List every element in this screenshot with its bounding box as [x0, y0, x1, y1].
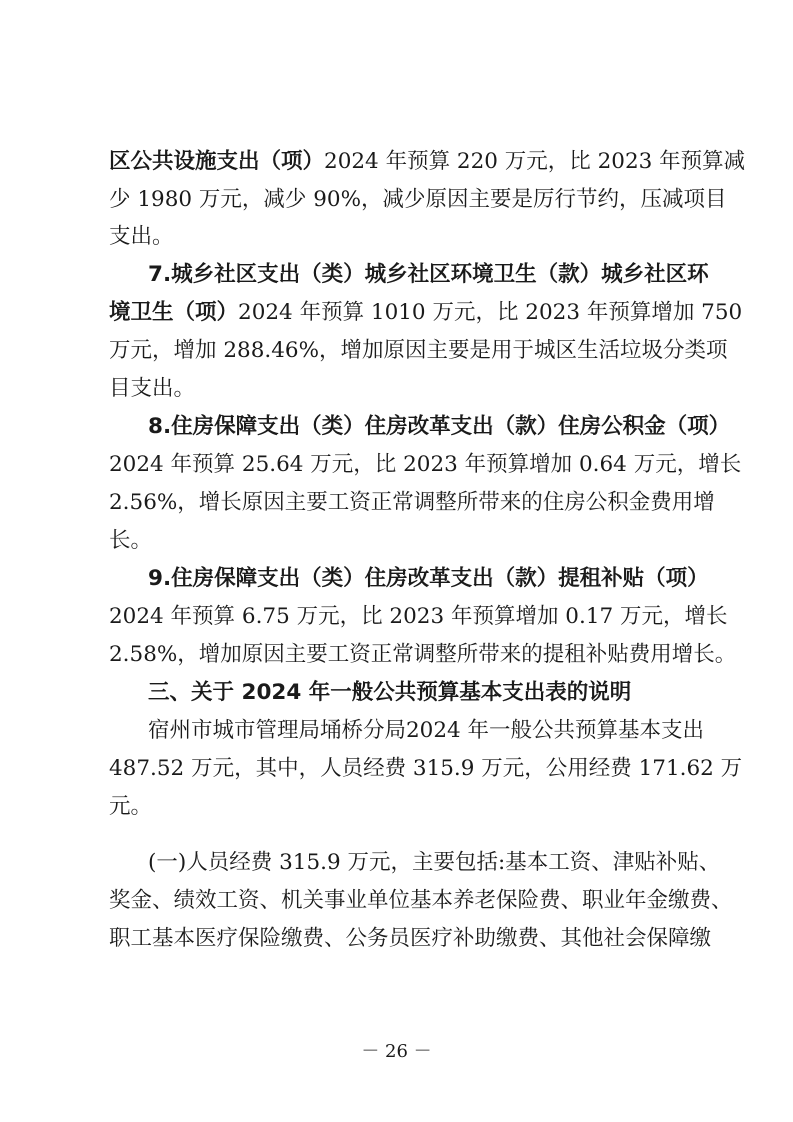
item-9-heading	[148, 561, 709, 597]
text-line-14	[109, 637, 737, 673]
line-text: 少 1980 万元，减少 90%，减少原因主要是厉行节约，压减项目	[109, 187, 727, 212]
item-heading: 9.住房保障支出（类）住房改革支出（款）提租补贴（项）	[148, 566, 709, 591]
text-line-11	[109, 523, 699, 559]
line-text: 元。	[109, 794, 153, 819]
line-text: (一)人员经费 315.9 万元，主要包括:基本工资、津贴补贴、	[148, 850, 721, 875]
line-text: 2.56%，增长原因主要工资正常调整所带来的住房公积金费用增	[109, 490, 715, 515]
item-heading: 8.住房保障支出（类）住房改革支出（款）住房公积金（项）	[148, 414, 731, 439]
item-8-heading	[148, 409, 731, 445]
text-line-13	[109, 599, 728, 635]
line-text: 2024 年预算 6.75 万元，比 2023 年预算增加 0.17 万元，增长	[109, 604, 728, 629]
section-heading: 三、关于 2024 年一般公共预算基本支出表的说明	[148, 680, 632, 705]
text-line-1	[109, 144, 746, 180]
text-line-18	[109, 789, 699, 825]
text-line-7	[109, 371, 699, 407]
line-text: 487.52 万元，其中，人员经费 315.9 万元，公用经费 171.62 万	[109, 756, 743, 781]
line-text: 万元，增加 288.46%，增加原因主要是用于城区生活垃圾分类项	[109, 338, 728, 363]
line-text: 目支出。	[109, 376, 196, 401]
item-7-heading	[148, 257, 709, 293]
line-text: 2024 年预算 1010 万元，比 2023 年预算增加 750	[238, 300, 743, 325]
text-line-5	[109, 295, 743, 331]
text-line-21	[109, 921, 712, 957]
item-heading-fragment: 区公共设施支出（项）	[109, 149, 325, 174]
text-line-17	[109, 751, 743, 787]
line-text: 2.58%，增加原因主要工资正常调整所带来的提租补贴费用增长。	[109, 642, 737, 667]
text-line-2	[109, 182, 727, 218]
text-line-19	[148, 845, 721, 881]
line-text: 长。	[109, 528, 153, 553]
text-line-16	[148, 713, 705, 749]
text-line-10	[109, 485, 715, 521]
page-number: － 26 －	[361, 1041, 432, 1062]
line-text: 奖金、绩效工资、机关事业单位基本养老保险费、职业年金缴费、	[109, 888, 733, 913]
line-text: 职工基本医疗保险缴费、公务员医疗补助缴费、其他社会保障缴	[109, 926, 712, 951]
section-3-heading	[148, 675, 699, 711]
item-heading: 7.城乡社区支出（类）城乡社区环境卫生（款）城乡社区环	[148, 262, 709, 287]
text-line-6	[109, 333, 728, 369]
item-heading-fragment: 境卫生（项）	[109, 300, 239, 325]
line-text: 2024 年预算 220 万元，比 2023 年预算减	[324, 149, 746, 174]
text-line-3	[109, 219, 699, 255]
text-line-9	[109, 447, 742, 483]
line-text: 宿州市城市管理局埇桥分局2024 年一般公共预算基本支出	[148, 718, 705, 743]
text-line-20	[109, 883, 733, 919]
line-text: 支出。	[109, 224, 174, 249]
line-text: 2024 年预算 25.64 万元，比 2023 年预算增加 0.64 万元，增长	[109, 452, 742, 477]
